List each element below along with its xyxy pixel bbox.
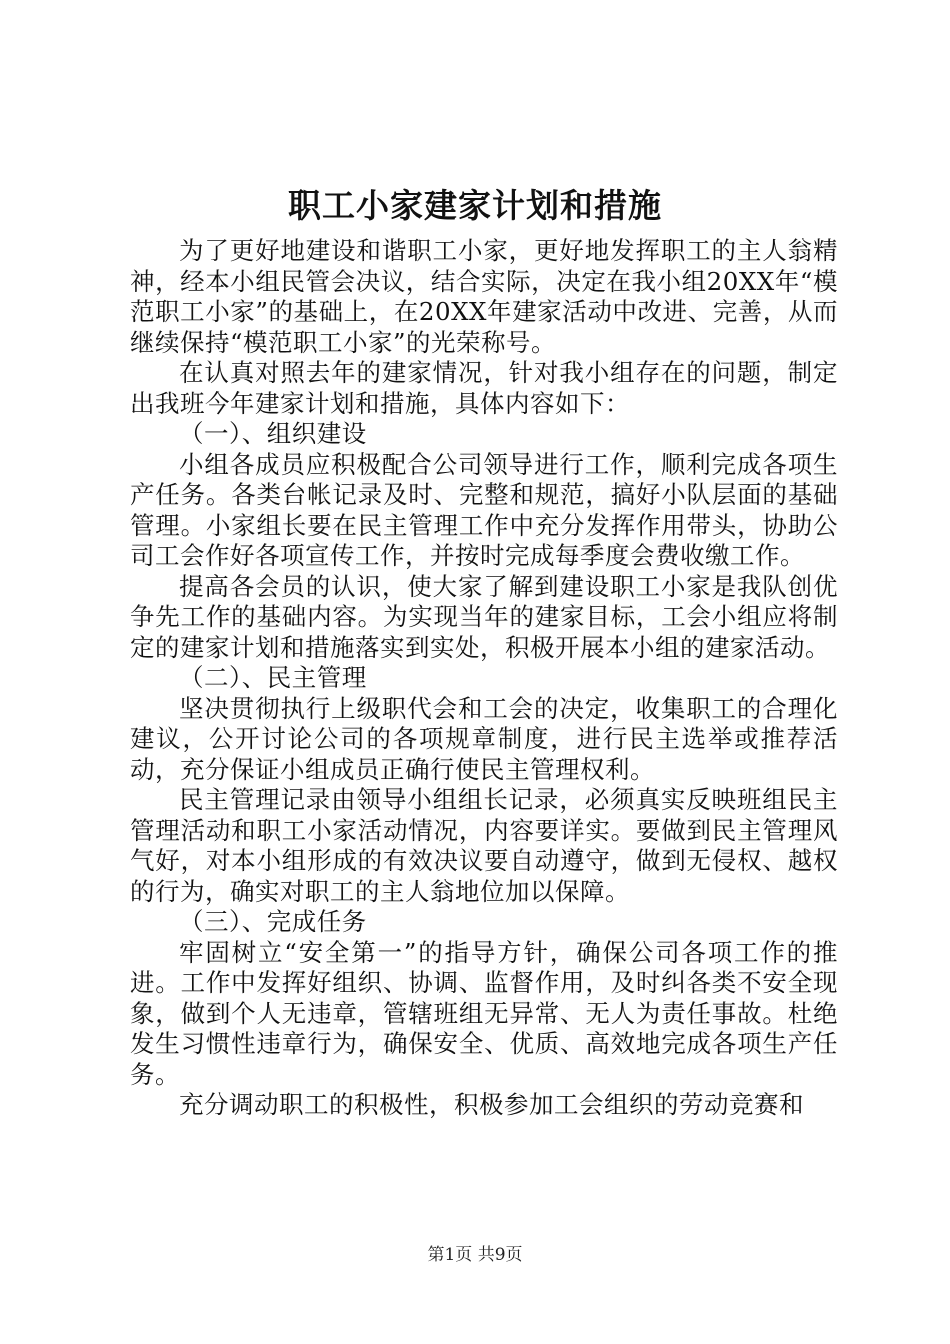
page-number-footer: 第1页 共9页 <box>427 1245 523 1265</box>
paragraph-organization-2: 提高各会员的认识，使大家了解到建设职工小家是我队创优争先工作的基础内容。为实现当年的建家目标，工会小组应将制定的建家计划和措施落实到实处，积极开展本小组的建家活动。 <box>130 571 838 662</box>
paragraph-democratic-management-1: 坚决贯彻执行上级职代会和工会的决定，收集职工的合理化建议，公开讨论公司的各项规章制度，进行民主选举或推荐活动，充分保证小组成员正确行使民主管理权利。 <box>130 693 838 784</box>
paragraph-task-completion-2: 充分调动职工的积极性，积极参加工会组织的劳动竞赛和 <box>179 1090 804 1119</box>
section-heading-democratic-management: （二）、民主管理 <box>179 663 367 692</box>
paragraph-intro: 为了更好地建设和谐职工小家，更好地发挥职工的主人翁精神，经本小组民管会决议，结合实际，决定在我小组20XX年“模范职工小家”的基础上，在20XX年建家活动中改进、完善，从而继续保持“模范职工小家”的光荣称号。 <box>130 236 838 357</box>
paragraph-plan-overview: 在认真对照去年的建家情况，针对我小组存在的问题，制定出我班今年建家计划和措施，具体内容如下： <box>130 358 838 418</box>
section-heading-organization: （一）、组织建设 <box>179 419 367 448</box>
document-body <box>130 236 838 1121</box>
section-heading-task-completion: （三）、完成任务 <box>179 907 367 936</box>
paragraph-democratic-management-2: 民主管理记录由领导小组组长记录，必须真实反映班组民主管理活动和职工小家活动情况，内容要详实。要做到民主管理风气好，对本小组形成的有效决议要自动遵守，做到无侵权、越权的行为，确实对职工的主人翁地位加以保障。 <box>130 785 838 906</box>
paragraph-organization-1: 小组各成员应积极配合公司领导进行工作，顺利完成各项生产任务。各类台帐记录及时、完整和规范，搞好小队层面的基础管理。小家组长要在民主管理工作中充分发挥作用带头，协助公司工会作好各项宣传工作，并按时完成每季度会费收缴工作。 <box>130 449 838 570</box>
document-title: 职工小家建家计划和措施 <box>288 186 662 225</box>
paragraph-task-completion-1: 牢固树立“安全第一”的指导方针，确保公司各项工作的推进。工作中发挥好组织、协调、监督作用，及时纠各类不安全现象，做到个人无违章，管辖班组无异常、无人为责任事故。杜绝发生习惯性违章行为，确保安全、优质、高效地完成各项生产任务。 <box>130 937 838 1089</box>
